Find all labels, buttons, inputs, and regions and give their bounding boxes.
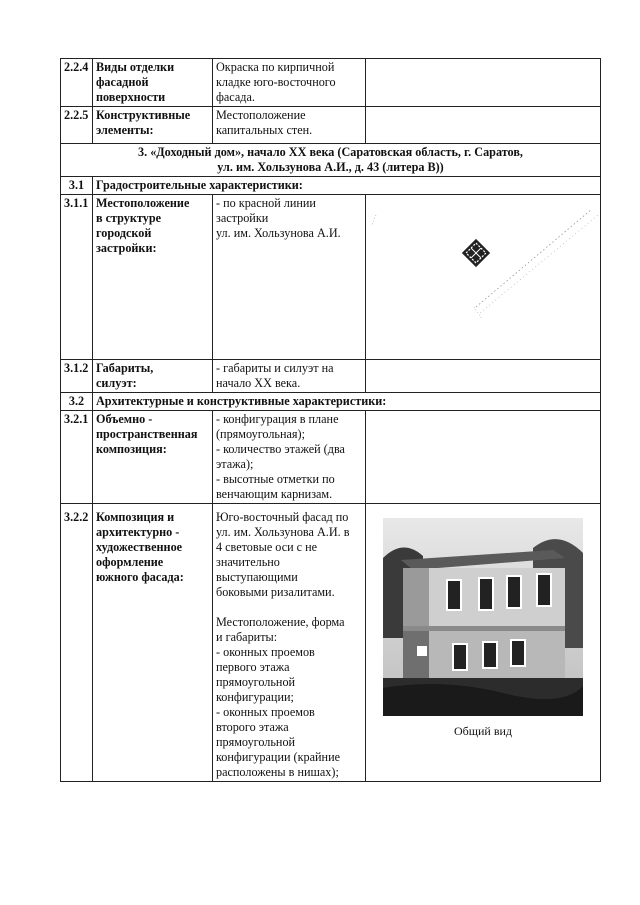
row-content: Окраска по кирпичной кладке юго-восточного фасада.: [213, 59, 366, 107]
row-number: 3.1.2: [61, 360, 93, 393]
row-content: - конфигурация в плане (прямоугольная); - количество этажей (два этажа); - высотные отметки по венчающим карнизам.: [213, 411, 366, 504]
row-label: Объемно - пространственная композиция:: [93, 411, 213, 504]
building-photo-wrap: [369, 518, 597, 739]
table-row: [61, 411, 601, 504]
photo-caption: Общий вид: [453, 724, 513, 738]
table-row: [61, 59, 601, 107]
table-row: [61, 107, 601, 144]
subsection-number: 3.1: [61, 177, 93, 195]
subsection-number: 3.2: [61, 393, 93, 411]
row-number: 3.1.1: [61, 195, 93, 360]
table-row: [61, 504, 601, 782]
document-table: [60, 58, 601, 782]
empty-cell: [366, 411, 601, 504]
subsection-title: Архитектурные и конструктивные характеристики:: [93, 393, 601, 411]
site-plan-image: [366, 195, 600, 359]
table-row: [61, 195, 601, 360]
subsection-title: Градостроительные характеристики:: [93, 177, 601, 195]
row-number: 3.2.2: [61, 504, 93, 782]
site-plan-map: [366, 195, 600, 359]
empty-cell: [366, 360, 601, 393]
row-label: Композиция и архитектурно - художественное оформление южного фасада:: [93, 504, 213, 782]
building-photo: [383, 518, 583, 716]
row-content: - по красной линии застройки ул. им. Хользунова А.И.: [213, 195, 366, 360]
row-number: 3.2.1: [61, 411, 93, 504]
row-content: Местоположение капитальных стен.: [213, 107, 366, 144]
row-content: Юго-восточный фасад по ул. им. Хользунова А.И. в 4 световые оси с не значительно выступающими боковыми ризалитами. Местоположение, форма и габариты: - оконных проемов первого этажа прямоугольной конфигурации; - оконных проемов второго этажа прямоугольной конфигурации (крайние расположены в нишах);: [213, 504, 366, 782]
section-title: 3. «Доходный дом», начало XX века (Саратовская область, г. Саратов, ул. им. Хользунова А.И., д. 43 (литера В)): [61, 144, 601, 177]
row-number: 2.2.4: [61, 59, 93, 107]
row-label: Виды отделки фасадной поверхности: [93, 59, 213, 107]
empty-cell: [366, 107, 601, 144]
row-label: Габариты, силуэт:: [93, 360, 213, 393]
table-row: [61, 360, 601, 393]
photo-cell: [366, 504, 601, 782]
row-label: Местоположение в структуре городской застройки:: [93, 195, 213, 360]
row-label: Конструктивные элементы:: [93, 107, 213, 144]
row-number: 2.2.5: [61, 107, 93, 144]
subsection-row: [61, 393, 601, 411]
site-plan-cell: [366, 195, 601, 360]
section-heading-row: [61, 144, 601, 177]
subsection-row: [61, 177, 601, 195]
empty-cell: [366, 59, 601, 107]
row-content: - габариты и силуэт на начало XX века.: [213, 360, 366, 393]
